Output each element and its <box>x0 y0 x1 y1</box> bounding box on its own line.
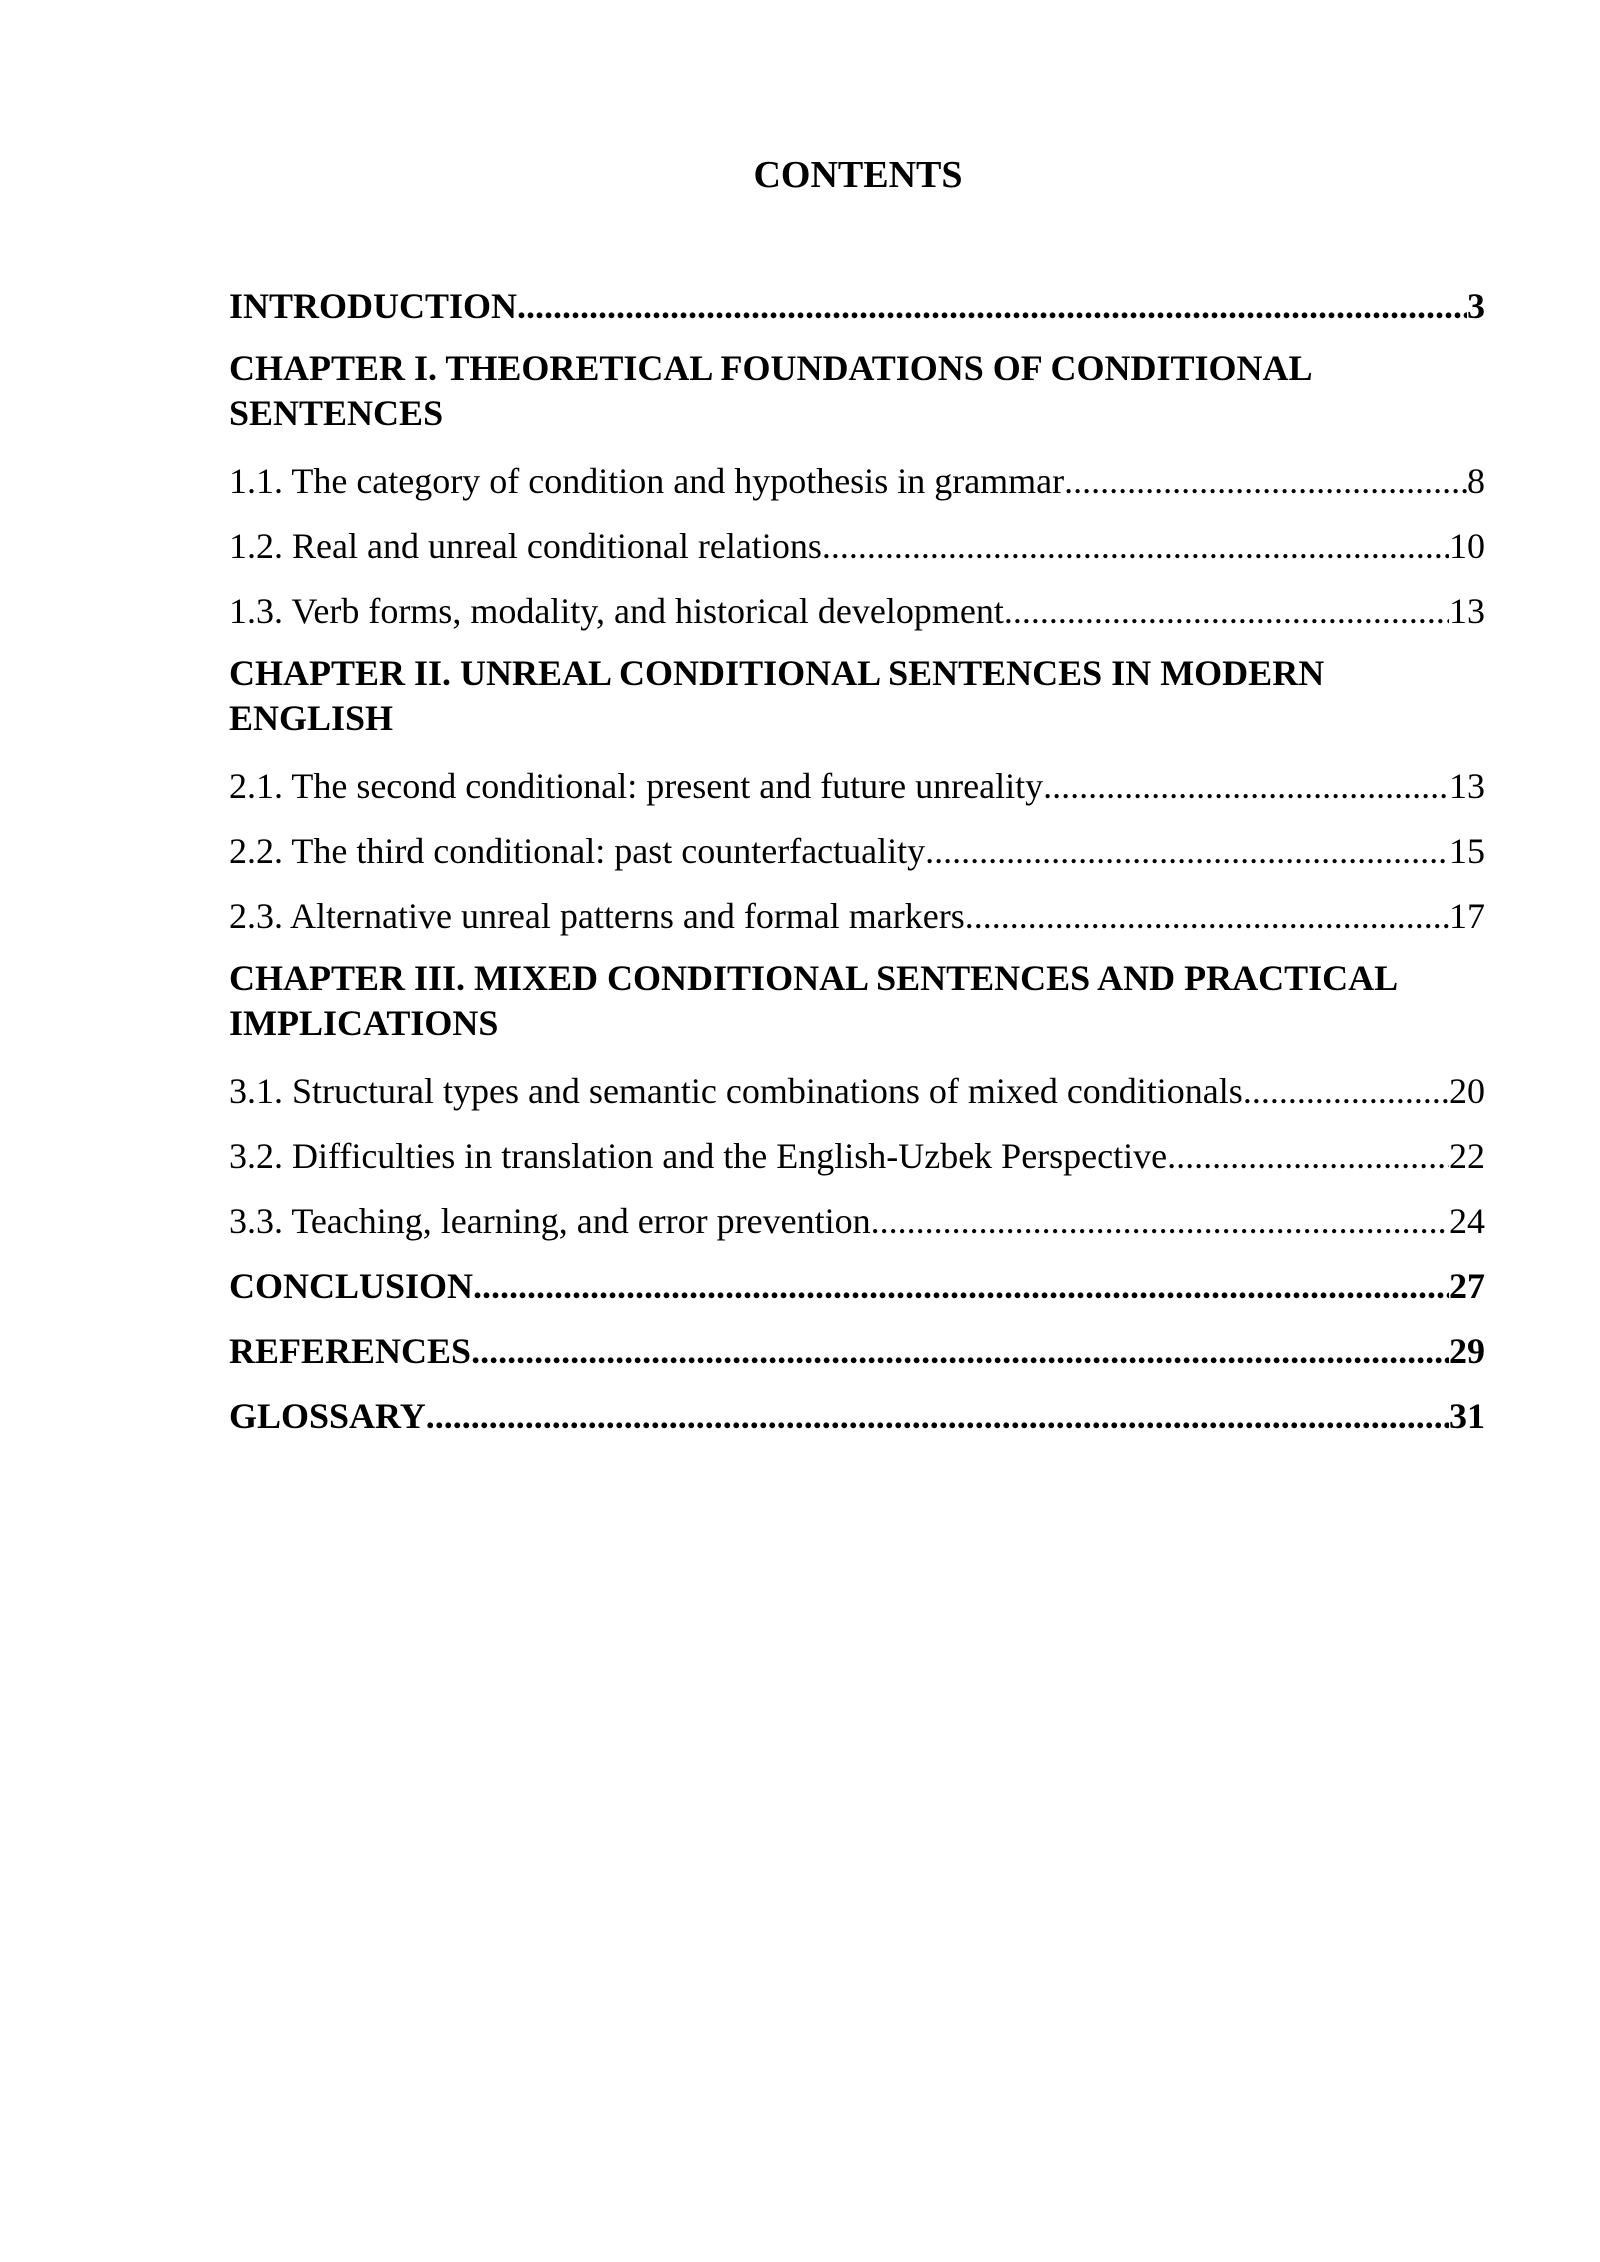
toc-entry-text: 1.2. Real and unreal conditional relations <box>229 526 822 566</box>
toc-entry-text: CONCLUSION <box>229 1266 474 1306</box>
toc-entry-text: 1.1. The category of condition and hypothesis in grammar <box>229 461 1065 501</box>
toc-entry-glossary[interactable] <box>229 1391 1485 1456</box>
toc-entry-text: 1.3. Verb forms, modality, and historical development <box>229 591 1004 631</box>
toc-page-number: 13 <box>1449 766 1485 806</box>
dot-leader <box>1243 1066 1449 1116</box>
dot-leader <box>1064 456 1467 506</box>
toc-entry-2-3[interactable] <box>229 891 1485 956</box>
page-title: CONTENTS <box>753 154 963 196</box>
dot-leader <box>517 281 1467 331</box>
toc-entry-references[interactable] <box>229 1326 1485 1391</box>
dot-leader <box>965 891 1449 941</box>
toc-chapter-text: CHAPTER III. MIXED CONDITIONAL SENTENCES AND PRACTICAL <box>229 958 1399 998</box>
toc-entry-text: 3.1. Structural types and semantic combinations of mixed conditionals <box>229 1071 1243 1111</box>
dot-leader <box>925 826 1449 876</box>
toc-entry-2-1[interactable] <box>229 761 1485 826</box>
toc-page-number: 8 <box>1467 461 1485 501</box>
toc-page-number: 15 <box>1449 831 1485 871</box>
toc-chapter-3-heading[interactable] <box>229 956 1485 1001</box>
toc-entry-text: 2.1. The second conditional: present and future unreality <box>229 766 1044 806</box>
toc-page-number: 13 <box>1449 591 1485 631</box>
toc-entry-introduction[interactable] <box>229 281 1485 346</box>
toc-entry-3-3[interactable] <box>229 1196 1485 1261</box>
toc-entry-text: 3.2. Difficulties in translation and the English-Uzbek Perspective <box>229 1136 1168 1176</box>
toc-entry-3-1[interactable] <box>229 1066 1485 1131</box>
dot-leader <box>1043 761 1449 811</box>
toc-page-number: 22 <box>1449 1136 1485 1176</box>
table-of-contents <box>229 281 1485 1456</box>
toc-chapter-text: CHAPTER I. THEORETICAL FOUNDATIONS OF CONDITIONAL <box>229 348 1313 388</box>
dot-leader <box>471 1326 1449 1376</box>
dot-leader <box>426 1391 1449 1441</box>
toc-entry-2-2[interactable] <box>229 826 1485 891</box>
toc-chapter-3-heading-continued[interactable] <box>229 1001 1485 1066</box>
toc-chapter-text: CHAPTER II. UNREAL CONDITIONAL SENTENCES IN MODERN <box>229 653 1325 693</box>
toc-entry-3-2[interactable] <box>229 1131 1485 1196</box>
dot-leader <box>871 1196 1449 1246</box>
toc-chapter-2-heading-continued[interactable] <box>229 696 1485 761</box>
toc-entry-1-3[interactable] <box>229 586 1485 651</box>
toc-page-number: 3 <box>1467 286 1485 326</box>
toc-page-number: 17 <box>1449 896 1485 936</box>
toc-page-number: 29 <box>1449 1331 1485 1371</box>
dot-leader <box>822 521 1449 571</box>
toc-chapter-text: ENGLISH <box>229 698 394 738</box>
toc-chapter-1-heading-continued[interactable] <box>229 391 1485 456</box>
toc-page-number: 20 <box>1449 1071 1485 1111</box>
dot-leader <box>1167 1131 1449 1181</box>
toc-entry-text: REFERENCES <box>229 1331 472 1371</box>
toc-entry-text: 3.3. Teaching, learning, and error prevention <box>229 1201 871 1241</box>
toc-entry-1-1[interactable] <box>229 456 1485 521</box>
toc-chapter-1-heading[interactable] <box>229 346 1485 391</box>
toc-entry-conclusion[interactable] <box>229 1261 1485 1326</box>
toc-chapter-text: IMPLICATIONS <box>229 1003 499 1043</box>
toc-page-number: 27 <box>1449 1266 1485 1306</box>
toc-page-number: 24 <box>1449 1201 1485 1241</box>
toc-chapter-text: SENTENCES <box>229 393 444 433</box>
dot-leader <box>473 1261 1449 1311</box>
toc-chapter-2-heading[interactable] <box>229 651 1485 696</box>
toc-page-number: 10 <box>1449 526 1485 566</box>
dot-leader <box>1004 586 1449 636</box>
toc-entry-1-2[interactable] <box>229 521 1485 586</box>
toc-entry-text: 2.2. The third conditional: past counterfactuality <box>229 831 926 871</box>
toc-entry-text: GLOSSARY <box>229 1396 426 1436</box>
toc-page-number: 31 <box>1449 1396 1485 1436</box>
toc-entry-text: INTRODUCTION <box>229 286 518 326</box>
toc-entry-text: 2.3. Alternative unreal patterns and formal markers <box>229 896 965 936</box>
